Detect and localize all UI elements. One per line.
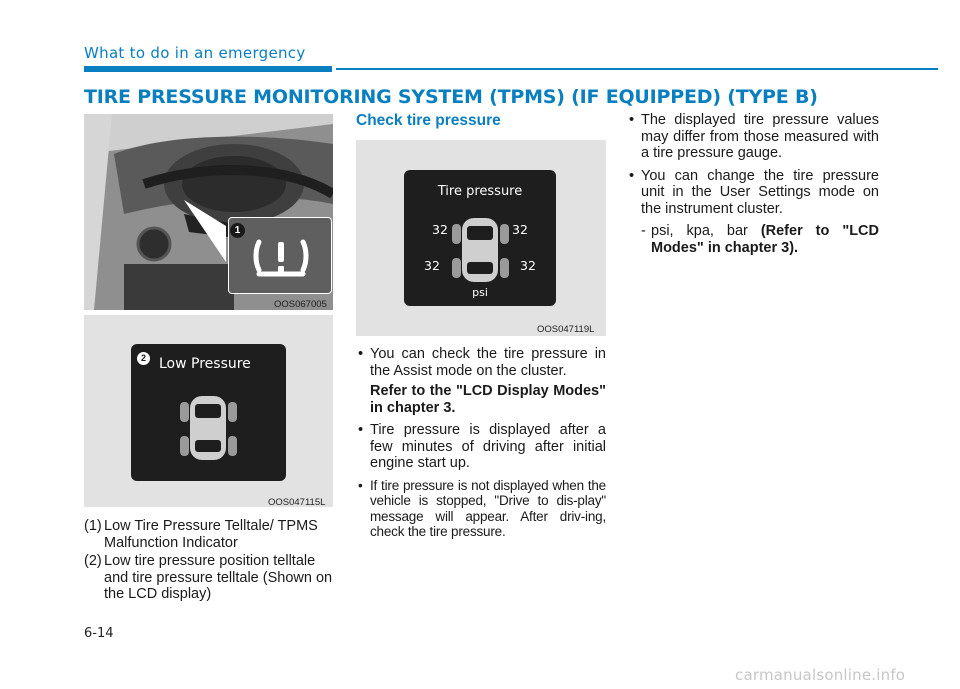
header-rule-thick [84, 66, 332, 72]
bullet-text: You can check the tire pressure in the Assist mode on the cluster. [370, 346, 606, 379]
page-title: TIRE PRESSURE MONITORING SYSTEM (TPMS) (IF EQUIPPED) (TYPE B) [84, 86, 818, 108]
low-pressure-label: Low Pressure [159, 356, 251, 372]
caption-item [84, 553, 336, 603]
page-number: 6-14 [84, 626, 114, 641]
front-right-pressure: 32 [512, 222, 528, 237]
units-line [627, 223, 879, 256]
bullet-item [627, 112, 879, 162]
caption-text: Low Tire Pressure Telltale/ TPMS Malfunction Indicator [104, 518, 318, 551]
bullet-text: The displayed tire pressure values may differ from those measured with a tire pressure gauge. [641, 112, 879, 161]
figure-code: OOS047115L [268, 497, 326, 508]
bullet-item [627, 168, 879, 218]
figure-code: OOS047119L [537, 324, 595, 335]
bullet-text: Tire pressure is displayed after a few minutes of driving after initial engine start up. [370, 422, 606, 471]
check-bullets [356, 346, 606, 546]
lcd-panel [131, 344, 286, 481]
bullet-text: You can change the tire pressure unit in the User Settings mode on the instrument cluster. [641, 167, 879, 217]
bullet-item [356, 422, 606, 472]
dashboard-figure [84, 114, 333, 310]
caption-text: Low tire pressure position telltale and tire pressure telltale (Shown on the LCD display) [104, 553, 333, 602]
figure-code: OOS067005 [274, 299, 327, 310]
header-rule-thin [336, 68, 938, 70]
tire-pressure-label: Tire pressure [437, 184, 523, 199]
section-subtitle: Check tire pressure [356, 112, 501, 129]
figure-captions [84, 518, 336, 605]
section-header: What to do in an emergency [84, 44, 306, 62]
caption-number: (1) [84, 518, 102, 534]
bullet-item [356, 346, 606, 416]
car-top-view-icon [131, 344, 286, 481]
caption-number: (2) [84, 553, 102, 569]
rear-right-pressure: 32 [520, 258, 536, 273]
callout-number-2: 2 [137, 352, 150, 365]
low-pressure-figure [84, 315, 333, 507]
tire-pressure-figure [356, 140, 606, 336]
bullet-reference: Refer to the "LCD Display Modes" in chapter 3. [370, 383, 606, 416]
right-bullets [627, 112, 879, 256]
rear-left-pressure: 32 [424, 258, 440, 273]
units-text: psi, kpa, bar [651, 223, 761, 239]
units-reference: (Refer to "LCD Modes" in chapter 3). [651, 223, 879, 256]
watermark: carmanualsonline.info [735, 666, 906, 684]
dash-marker: - [641, 223, 646, 239]
lcd-panel [404, 170, 556, 306]
pressure-unit: psi [472, 286, 488, 299]
bullet-text: If tire pressure is not displayed when the vehicle is stopped, "Drive to dis-play" message will appear. After driv-ing, check the tire pressure. [370, 477, 606, 539]
caption-item [84, 518, 336, 551]
bullet-item [356, 478, 606, 540]
front-left-pressure: 32 [432, 222, 448, 237]
callout-number-1: 1 [230, 223, 245, 238]
